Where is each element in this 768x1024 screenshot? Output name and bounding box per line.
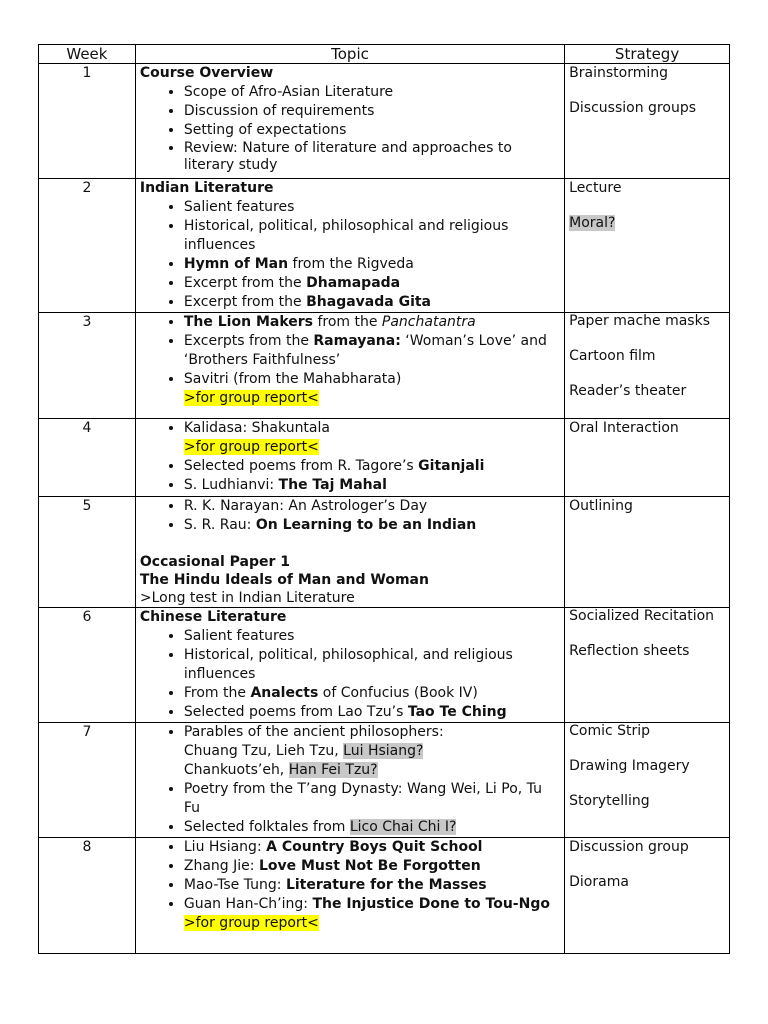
list-item: • Selected folktales from Lico Chai Chi I? xyxy=(184,818,560,837)
list-item: • Review: Nature of literature and approaches to literary study xyxy=(184,140,560,174)
list-item: • Savitri (from the Mahabharata) >for group report< xyxy=(184,370,560,408)
topic-list xyxy=(140,83,560,174)
list-item: • Scope of Afro-Asian Literature xyxy=(184,83,560,102)
strategy-item: Drawing Imagery xyxy=(569,758,690,774)
topic-heading: Chinese Literature xyxy=(139,609,287,625)
table-row xyxy=(39,838,730,954)
topic-cell xyxy=(135,608,564,723)
week-number: 3 xyxy=(39,313,136,419)
strategy-cell xyxy=(565,838,730,954)
table-row xyxy=(39,64,730,179)
list-item: • R. K. Narayan: An Astrologer’s Day xyxy=(184,497,560,516)
group-report-note: >for group report< xyxy=(183,390,319,406)
strategy-item: Oral Interaction xyxy=(569,420,679,436)
occasional-paper-title: Occasional Paper 1 xyxy=(139,554,291,570)
strategy-item: Brainstorming xyxy=(569,65,668,81)
header-week: Week xyxy=(39,45,136,64)
strategy-cell xyxy=(565,419,730,497)
table-row xyxy=(39,313,730,419)
strategy-item: Cartoon film xyxy=(569,348,656,364)
strategy-item: Discussion group xyxy=(569,839,689,855)
topic-list xyxy=(140,313,560,408)
list-item: • The Lion Makers from the Panchatantra xyxy=(184,313,560,332)
table-row xyxy=(39,179,730,313)
topic-cell xyxy=(135,838,564,954)
week-number: 1 xyxy=(39,64,136,179)
table-row xyxy=(39,608,730,723)
list-item: • S. Ludhianvi: The Taj Mahal xyxy=(184,476,560,495)
long-test-note: >Long test in Indian Literature xyxy=(139,590,355,606)
list-item: • Discussion of requirements xyxy=(184,102,560,121)
list-item: • Excerpt from the Bhagavada Gita xyxy=(184,293,560,312)
strategy-cell xyxy=(565,64,730,179)
list-item: • Excerpts from the Ramayana: ‘Woman’s Love’ and ‘Brothers Faithfulness’ xyxy=(184,332,560,370)
list-item: • Mao-Tse Tung: Literature for the Masses xyxy=(184,876,560,895)
list-item: • Salient features xyxy=(184,198,560,217)
list-item: • Excerpt from the Dhamapada xyxy=(184,274,560,293)
list-item: • Selected poems from Lao Tzu’s Tao Te Ching xyxy=(184,703,560,722)
strategy-item: Storytelling xyxy=(569,793,650,809)
group-report-note: >for group report< xyxy=(183,439,319,455)
list-item: • S. R. Rau: On Learning to be an Indian xyxy=(184,516,560,535)
header-row xyxy=(39,45,730,64)
topic-list xyxy=(140,838,560,933)
table-row xyxy=(39,723,730,838)
table-row xyxy=(39,419,730,497)
list-item: • Historical, political, philosophical, and religious influences xyxy=(184,646,560,684)
topic-list xyxy=(140,198,560,312)
topic-list xyxy=(140,497,560,535)
strategy-item: Lecture xyxy=(569,180,622,196)
strategy-item: Socialized Recitation xyxy=(569,608,715,624)
strategy-cell xyxy=(565,497,730,608)
topic-cell xyxy=(135,179,564,313)
topic-cell xyxy=(135,313,564,419)
list-item: • Kalidasa: Shakuntala >for group report< xyxy=(184,419,560,457)
week-number: 8 xyxy=(39,838,136,954)
strategy-item: Discussion groups xyxy=(569,100,696,116)
list-item: • Guan Han-Ch’ing: The Injustice Done to Tou-Ngo >for group report< xyxy=(184,895,560,933)
topic-list xyxy=(140,627,560,722)
topic-cell xyxy=(135,723,564,838)
strategy-cell xyxy=(565,608,730,723)
group-report-note: >for group report< xyxy=(183,915,319,931)
topic-cell xyxy=(135,64,564,179)
topic-heading: Course Overview xyxy=(139,65,274,81)
strategy-item: Diorama xyxy=(569,874,629,890)
strategy-item: Reader’s theater xyxy=(569,383,687,399)
table-row xyxy=(39,497,730,608)
week-number: 7 xyxy=(39,723,136,838)
list-item: • Historical, political, philosophical and religious influences xyxy=(184,217,560,255)
week-number: 2 xyxy=(39,179,136,313)
strategy-cell xyxy=(565,723,730,838)
strategy-item: Reflection sheets xyxy=(569,643,690,659)
list-item: • Salient features xyxy=(184,627,560,646)
list-item: • Zhang Jie: Love Must Not Be Forgotten xyxy=(184,857,560,876)
week-number: 5 xyxy=(39,497,136,608)
syllabus-table xyxy=(38,44,730,954)
strategy-cell xyxy=(565,179,730,313)
list-item: • Parables of the ancient philosophers: Chuang Tzu, Lieh Tzu, Lui Hsiang? Chankuots’eh, Han Fei Tzu? xyxy=(184,723,560,780)
strategy-cell xyxy=(565,313,730,419)
topic-cell xyxy=(135,497,564,608)
topic-list xyxy=(140,723,560,837)
topic-list xyxy=(140,419,560,495)
occasional-paper-subtitle: The Hindu Ideals of Man and Woman xyxy=(139,572,429,588)
strategy-item: Outlining xyxy=(569,498,633,514)
list-item: • Hymn of Man from the Rigveda xyxy=(184,255,560,274)
list-item: • Setting of expectations xyxy=(184,121,560,140)
list-item: • Selected poems from R. Tagore’s Gitanjali xyxy=(184,457,560,476)
strategy-item: Comic Strip xyxy=(569,723,651,739)
strategy-item: Moral? xyxy=(569,215,616,231)
list-item: • From the Analects of Confucius (Book IV) xyxy=(184,684,560,703)
topic-cell xyxy=(135,419,564,497)
header-topic: Topic xyxy=(135,45,564,64)
list-item: • Poetry from the T’ang Dynasty: Wang Wei, Li Po, Tu Fu xyxy=(184,780,560,818)
week-number: 4 xyxy=(39,419,136,497)
list-item: • Liu Hsiang: A Country Boys Quit School xyxy=(184,838,560,857)
strategy-item: Paper mache masks xyxy=(569,313,711,329)
header-strategy: Strategy xyxy=(565,45,730,64)
topic-heading: Indian Literature xyxy=(139,180,274,196)
week-number: 6 xyxy=(39,608,136,723)
